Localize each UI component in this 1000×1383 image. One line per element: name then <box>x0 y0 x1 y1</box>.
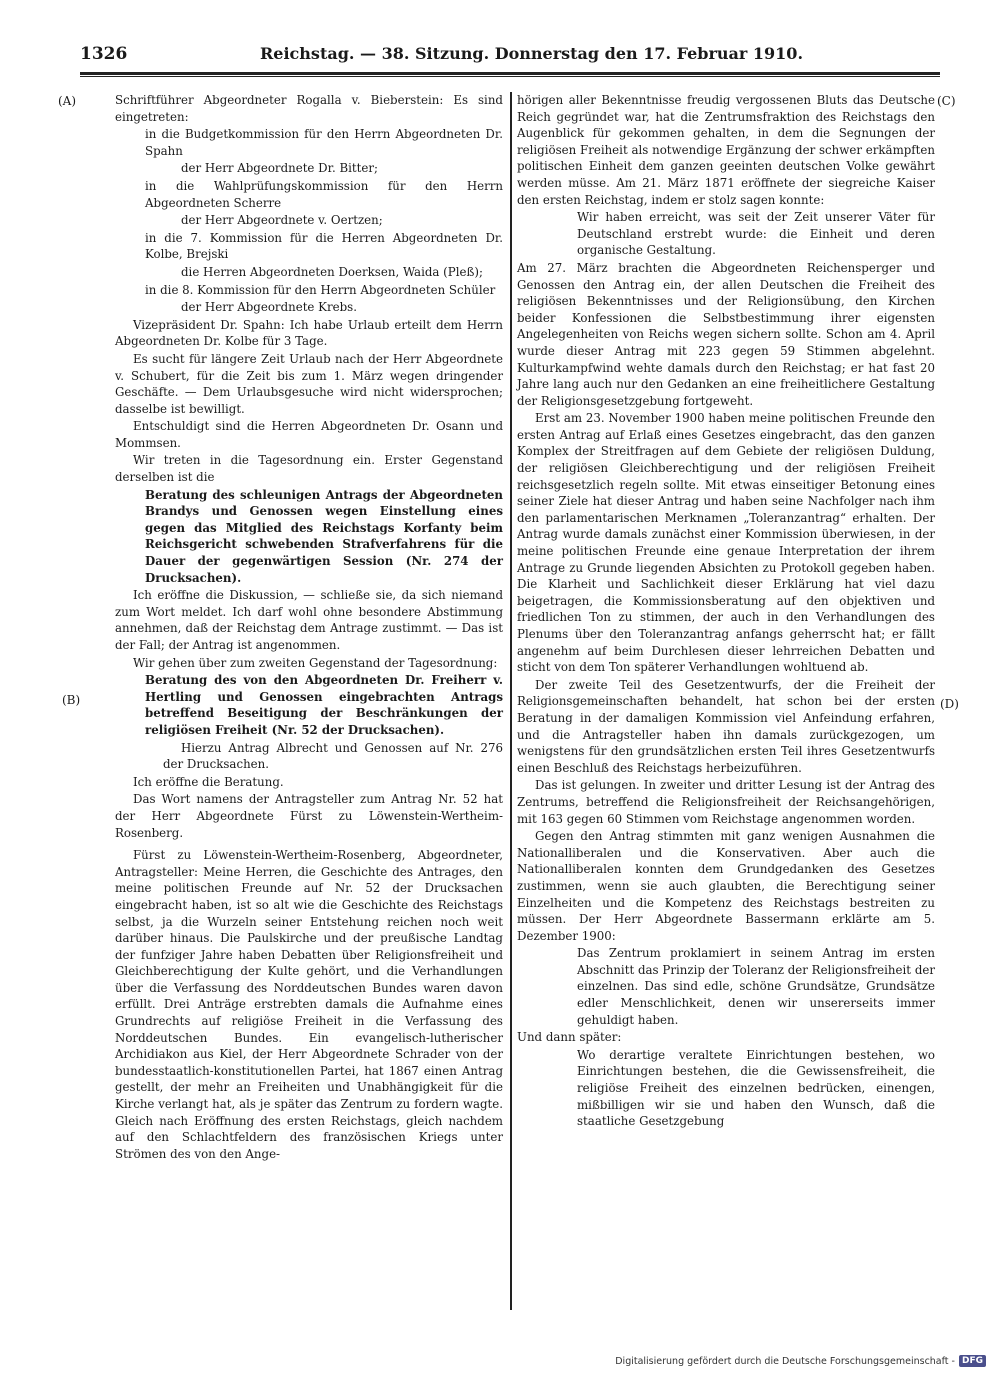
paragraph: in die 7. Kommission für die Herren Abgeordneten Dr. Kolbe, Brejski <box>145 230 503 262</box>
paragraph: hörigen aller Bekenntnisse freudig vergossenen Bluts das Deutsche Reich gegründet war, hat die Zentrumsfraktion des Reichstags den Augenblick für gekommen gehalten, in dem die Segnungen der religiösen Freiheit als notwendige Ergänzung der schwer erkämpften politischen Einheit dem ganzen geeinten deutschen Volke gewährt werden müsse. Am 21. März 1871 eröffnete der siegreiche Kaiser den ersten Reichstag, indem er stolz sagen konnte: <box>517 93 935 207</box>
quote: Wir haben erreicht, was seit der Zeit unserer Väter für Deutschland erstrebt wurde: die Einheit und deren organische Gestaltung. <box>577 210 935 258</box>
agenda-item: Beratung des von den Abgeordneten Dr. Freiherr v. Hertling und Genossen eingebrachten Antrags betreffend Beseitigung der Beschränkungen der religiösen Freiheit (Nr. 52 der Drucksachen). <box>145 673 503 737</box>
paragraph: der Herr Abgeordnete Krebs. <box>181 300 357 315</box>
paragraph: Hierzu Antrag Albrecht und Genossen auf Nr. 276 der Drucksachen. <box>163 740 503 772</box>
paragraph: Wir treten in die Tagesordnung ein. Erster Gegenstand derselben ist die <box>115 453 503 485</box>
paragraph: in die Wahlprüfungskommission für den Herrn Abgeordneten Scherre <box>145 178 503 210</box>
dfg-logo-icon: DFG <box>959 1355 986 1367</box>
paragraph: Gegen den Antrag stimmten mit ganz wenigen Ausnahmen die Nationalliberalen und die Konservativen. Aber auch die Nationalliberalen konnten dem Grundgedanken des Gesetzes zustimmen, wenn sie auch glaubten, die Berechtigung seiner Einzelheiten und die Kompetenz des Reichstags bestreiten zu müssen. Der Herr Abgeordnete Bassermann erklärte am 5. Dezember 1900: <box>517 829 935 943</box>
paragraph: der Herr Abgeordnete v. Oertzen; <box>181 213 383 228</box>
left-column <box>115 92 503 1163</box>
margin-marker-d: (D) <box>940 697 959 711</box>
margin-marker-c: (C) <box>937 94 956 108</box>
running-title: Reichstag. — 38. Sitzung. Donnerstag den 17. Februar 1910. <box>260 44 804 63</box>
margin-marker-b: (B) <box>62 693 81 707</box>
paragraph: Schriftführer Abgeordneter Rogalla v. Bieberstein: Es sind eingetreten: <box>115 93 503 124</box>
footer <box>615 1355 986 1367</box>
paragraph: Ich eröffne die Diskussion, — schließe sie, da sich niemand zum Wort meldet. Ich darf wohl ohne besondere Abstimmung annehmen, daß der Reichstag dem Antrage zustimmt. — Das ist der Fall; der Antrag ist angenommen. <box>115 588 503 652</box>
paragraph: Entschuldigt sind die Herren Abgeordneten Dr. Osann und Mommsen. <box>115 419 503 450</box>
paragraph: Erst am 23. November 1900 haben meine politischen Freunde den ersten Antrag auf Erlaß eines Gesetzes eingebracht, das den ganzen Komplex der Streitfragen auf dem Gebiete der religiösen Duldung, der religiösen Gleichberechtigung und der religiösen Freiheit reichsgesetzlich regeln sollte. Mit etwas einseitiger Betonung eines seiner Ziele hat dieser Antrag und haben seine Nachfolger nach ihm den parlamentarischen Merknamen „Toleranzantrag“ erhalten. Der Antrag wurde damals zunächst einer Kommission überwiesen, in der meine politischen Freunde eine genaue Interpretation der ihrem Antrage zu Grunde liegenden Absichten zu Protokoll gegeben haben. Die Klarheit und Sachlichkeit dieser Erklärung hat viel dazu beigetragen, die Kommissionsberatung auf den objektiven und friedlichen Ton zu stimmen, der auch in den Verhandlungen des Plenums über den Toleranzantrag anfangs geherrscht hat; er fällt angenehm auf beim Durchlesen dieser lehrreichen Debatten und sticht von dem Ton späterer Verhandlungen wohltuend ab. <box>517 411 935 675</box>
paragraph: der Herr Abgeordnete Dr. Bitter; <box>181 161 378 176</box>
margin-marker-a: (A) <box>58 94 77 108</box>
paragraph: Vizepräsident Dr. Spahn: Ich habe Urlaub erteilt dem Herrn Abgeordneten Dr. Kolbe für 3 Tage. <box>115 317 503 349</box>
paragraph: in die 8. Kommission für den Herrn Abgeordneten Schüler <box>145 282 496 297</box>
paragraph: Der zweite Teil des Gesetzentwurfs, der die Freiheit der Religionsgemeinschaften behandelt, hat schon bei der ersten Beratung in der damaligen Kommission viel Anfeindung erfahren, und die Antragsteller haben ihn damals zurückgezogen, um wenigstens für den grundsätzlichen ersten Teil ihres Gesetzentwurfs einen Beschluß des Reichstags herbeizuführen. <box>517 677 935 775</box>
paragraph: Das ist gelungen. In zweiter und dritter Lesung ist der Antrag des Zentrums, betreffend die Religionsfreiheit der Reichsangehörigen, mit 163 gegen 60 Stimmen vom Reichstage angenommen worden. <box>517 778 935 826</box>
quote: Wo derartige veraltete Einrichtungen bestehen, wo Einrichtungen bestehen, die die Gewissensfreiheit, die religiöse Freiheit des einzelnen bedrücken, einengen, mißbilligen wir sie und haben den Wunsch, daß die staatliche Gesetzgebung <box>577 1047 935 1129</box>
speech: Fürst zu Löwenstein-Wertheim-Rosenberg, Abgeordneter, Antragsteller: Meine Herren, die Geschichte des Antrages, den meine politischen Freunde auf Nr. 52 der Drucksachen eingebracht haben, ist so alt wie die Geschichte des Reichstags selbst, ja die Wurzeln seiner Entstehung reichen noch weit darüber hinaus. Die Paulskirche und der preußische Landtag der funfziger Jahre haben Debatten über Religionsfreiheit und Gleichberechtigung der Kulte gehört, und die Verhandlungen über die Verfassung des Norddeutschen Bundes waren davon erfüllt. Drei Anträge erstrebten damals die Aufnahme eines Grundrechts auf religiöse Freiheit in die Verfassung des Norddeutschen Bundes. Ein evangelisch-lutherischer Archidiakon aus Kiel, der Herr Abgeordnete Schrader von der bundesstaatlich-konstitutionellen Partei, hat 1867 einen Antrag gestellt, der mehr an Freiheiten und Unabhängigkeit für die Kirche verlangt hat, als je später das Zentrum zu fordern wagte. Gleich nach Eröffnung des ersten Reichstags, gleich nachdem auf den Schlachtfeldern des französischen Kriegs unter Strömen des von den Ange- <box>115 848 503 1161</box>
agenda-item: Beratung des schleunigen Antrags der Abgeordneten Brandys und Genossen wegen Einstellung eines gegen das Mitglied des Reichstags Korfanty beim Reichsgericht schwebenden Strafverfahrens für die Dauer der gegenwärtigen Session (Nr. 274 der Drucksachen). <box>145 487 503 585</box>
header-rule <box>80 72 940 75</box>
header-rule-thin <box>80 76 940 77</box>
paragraph: Das Wort namens der Antragsteller zum Antrag Nr. 52 hat der Herr Abgeordnete Fürst zu Löwenstein-Wertheim-Rosenberg. <box>115 792 503 840</box>
paragraph: die Herren Abgeordneten Doerksen, Waida (Pleß); <box>181 264 483 279</box>
paragraph: Es sucht für längere Zeit Urlaub nach der Herr Abgeordnete v. Schubert, für die Zeit bis zum 1. März wegen dringender Geschäfte. — Dem Urlaubsgesuche wird nicht widersprochen; dasselbe ist bewilligt. <box>115 351 503 416</box>
paragraph: Wir gehen über zum zweiten Gegenstand der Tagesordnung: <box>133 655 498 670</box>
page-header <box>80 44 940 70</box>
page-number: 1326 <box>80 44 128 64</box>
paragraph: Am 27. März brachten die Abgeordneten Reichensperger und Genossen den Antrag ein, der allen Deutschen die Freiheit des religiösen Bekenntnisses und der Religionsübung, den Kirchen beider Konfessionen die Selbstbestimmung ihrer eigensten Angelegenheiten von Reichs wegen sichern sollte. Schon am 4. April wurde dieser Antrag mit 223 gegen 59 Stimmen abgelehnt. Kulturkampfwind wehte damals durch den Reichstag; er hat fast 20 Jahre lang auch nur den Gedanken an eine freiheitlichere Gestaltung der Religionsgesetzgebung fortgeweht. <box>517 260 935 408</box>
paragraph: in die Budgetkommission für den Herrn Abgeordneten Dr. Spahn <box>145 127 503 158</box>
footer-text: Digitalisierung gefördert durch die Deutsche Forschungsgemeinschaft - <box>615 1355 955 1367</box>
right-column <box>517 92 935 1131</box>
column-divider <box>510 92 512 1310</box>
quote: Das Zentrum proklamiert in seinem Antrag im ersten Abschnitt das Prinzip der Toleranz der Religionsfreiheit der einzelnen. Das sind edle, schöne Grundsätze, Grundsätze edler Menschlichkeit, denen wir unsererseits immer gehuldigt haben. <box>577 946 935 1027</box>
paragraph: Ich eröffne die Beratung. <box>133 774 284 789</box>
paragraph: Und dann später: <box>517 1030 622 1045</box>
